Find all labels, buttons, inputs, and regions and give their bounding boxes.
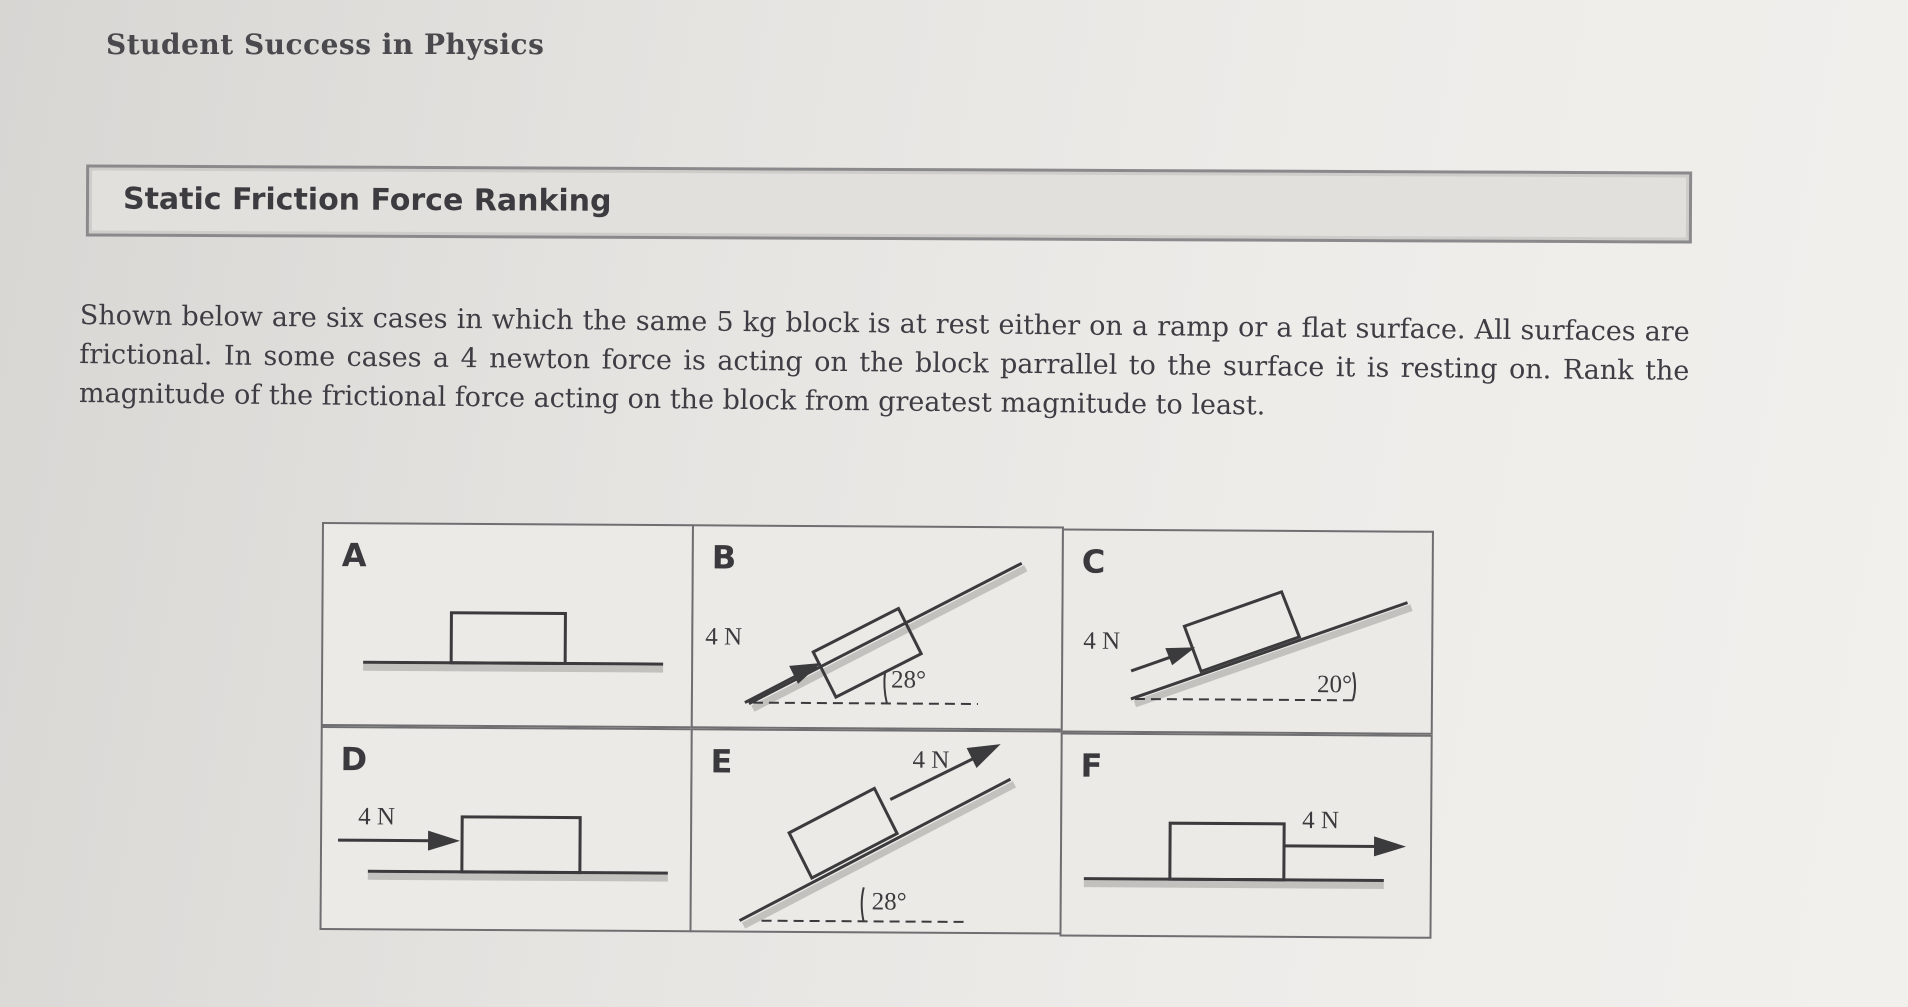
problem-instructions: Shown below are six cases in which the same 5 kg block is at rest either on a ramp or a flat surface. All surfaces are frictional. In some cases a 4 newton force is acting on the block parrallel to the surface it is resting on. Rank the magnitude of the frictional force acting on the block from greatest magnitude to least. xyxy=(78,299,1690,422)
block xyxy=(1170,823,1284,880)
case-c-diagram xyxy=(1063,531,1432,733)
flat-surface xyxy=(1084,884,1384,886)
force-arrow xyxy=(338,840,434,841)
force-arrowhead xyxy=(1374,836,1406,856)
ramp-base-dashed xyxy=(753,703,978,704)
angle-label: 20° xyxy=(1316,671,1353,699)
case-a-panel xyxy=(321,522,694,728)
cases-grid xyxy=(319,522,1464,949)
block xyxy=(451,613,565,664)
angle-label: 28° xyxy=(890,666,927,694)
ramp-surface-shadow xyxy=(753,567,1026,711)
case-f-panel xyxy=(1059,733,1432,939)
angle-arc xyxy=(884,671,887,703)
case-d-label: D xyxy=(340,740,368,779)
force-label: 4 N xyxy=(705,623,743,651)
flat-surface xyxy=(368,876,668,878)
force-label: 4 N xyxy=(1083,627,1121,655)
case-a-label: A xyxy=(341,536,367,575)
case-e-label: E xyxy=(710,742,733,781)
case-d-diagram xyxy=(322,728,691,930)
angle-arc xyxy=(862,887,864,921)
section-title-box xyxy=(86,164,1692,243)
block xyxy=(462,817,580,873)
course-title: Student Success in Physics xyxy=(106,28,545,61)
flat-surface xyxy=(363,667,663,669)
force-arrow xyxy=(1131,656,1173,671)
case-c-label: C xyxy=(1081,542,1106,581)
case-b-diagram xyxy=(693,526,1062,728)
force-arrowhead xyxy=(1165,647,1195,665)
force-arrow xyxy=(1284,846,1380,847)
case-f-label: F xyxy=(1080,746,1103,785)
force-label: 4 N xyxy=(1302,806,1340,835)
force-label: 4 N xyxy=(912,746,950,774)
ramp-base-dashed xyxy=(1135,699,1358,700)
case-b-panel xyxy=(691,524,1064,730)
case-e-panel xyxy=(690,728,1063,934)
case-d-panel xyxy=(320,726,693,932)
force-label: 4 N xyxy=(358,803,396,831)
case-f-diagram xyxy=(1061,735,1430,937)
force-arrowhead xyxy=(967,744,1001,768)
angle-arc xyxy=(1353,672,1355,700)
section-title: Static Friction Force Ranking xyxy=(122,181,612,219)
case-c-panel xyxy=(1061,529,1434,735)
case-e-diagram xyxy=(692,730,1061,932)
case-b-label: B xyxy=(711,538,737,577)
case-a-diagram xyxy=(323,524,692,726)
angle-label: 28° xyxy=(871,888,907,916)
force-arrowhead xyxy=(428,831,460,851)
